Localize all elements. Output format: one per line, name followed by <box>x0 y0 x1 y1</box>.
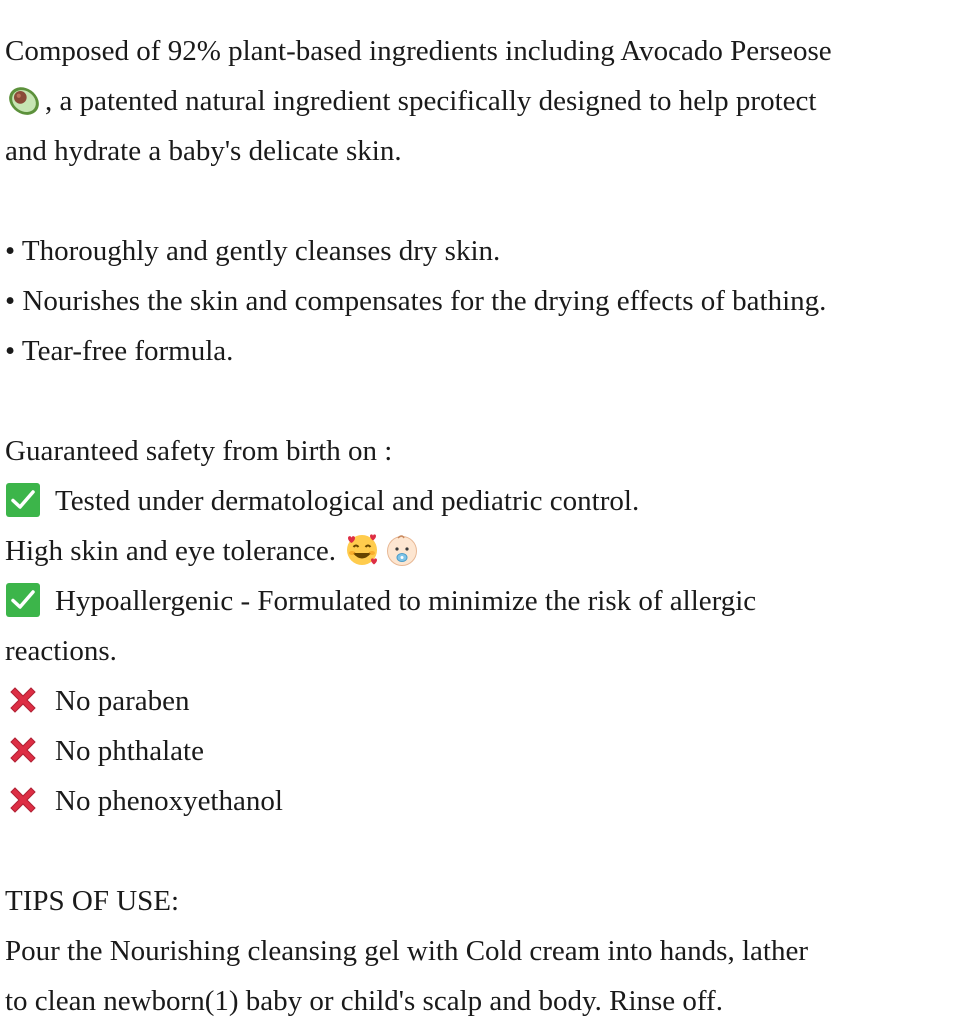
benefit-item: • Nourishes the skin and compensates for the drying effects of bathing. <box>5 285 827 317</box>
safety-hypo-text: Hypoallergenic - Formulated to minimize the risk of allergic <box>55 585 757 617</box>
spacer <box>5 376 955 426</box>
intro-line-2 <box>5 76 955 126</box>
benefits-list <box>5 226 955 376</box>
tips-heading: TIPS OF USE: <box>5 885 180 917</box>
no-item <box>5 776 955 826</box>
safety-hypo-line-2: reactions. <box>5 635 117 667</box>
intro-paragraph <box>5 26 955 176</box>
safety-hypo-line <box>5 576 955 626</box>
no-item <box>5 676 955 726</box>
safety-tested-text: Tested under dermatological and pediatric control. <box>55 485 640 517</box>
avocado-icon <box>5 81 43 119</box>
safety-section <box>5 426 955 826</box>
safety-tolerance-text: High skin and eye tolerance. <box>5 535 336 567</box>
cross-mark-icon <box>5 732 41 768</box>
spacer <box>5 176 955 226</box>
no-item-text: No paraben <box>55 685 190 717</box>
safety-tested-line <box>5 476 955 526</box>
cross-mark-icon <box>5 682 41 718</box>
tips-line-2: to clean newborn(1) baby or child's scalp and body. Rinse off. <box>5 985 723 1017</box>
baby-icon <box>384 532 420 568</box>
safety-heading: Guaranteed safety from birth on : <box>5 435 393 467</box>
no-item <box>5 726 955 776</box>
cross-mark-icon <box>5 782 41 818</box>
no-item-text: No phthalate <box>55 735 204 767</box>
intro-line-1: Composed of 92% plant-based ingredients including Avocado Perseose <box>5 35 832 67</box>
check-mark-button-icon <box>5 582 41 618</box>
tips-section <box>5 876 955 1026</box>
no-item-text: No phenoxyethanol <box>55 785 283 817</box>
safety-tolerance-line <box>5 526 955 576</box>
smiling-face-with-hearts-icon <box>344 532 380 568</box>
product-description <box>5 26 955 1026</box>
check-mark-button-icon <box>5 482 41 518</box>
benefit-item: • Tear-free formula. <box>5 335 234 367</box>
benefit-item: • Thoroughly and gently cleanses dry skin. <box>5 235 501 267</box>
tips-line-1: Pour the Nourishing cleansing gel with Cold cream into hands, lather <box>5 935 808 967</box>
intro-line-3: and hydrate a baby's delicate skin. <box>5 135 402 167</box>
spacer <box>5 826 955 876</box>
intro-line-2-text: , a patented natural ingredient specifically designed to help protect <box>45 85 817 117</box>
